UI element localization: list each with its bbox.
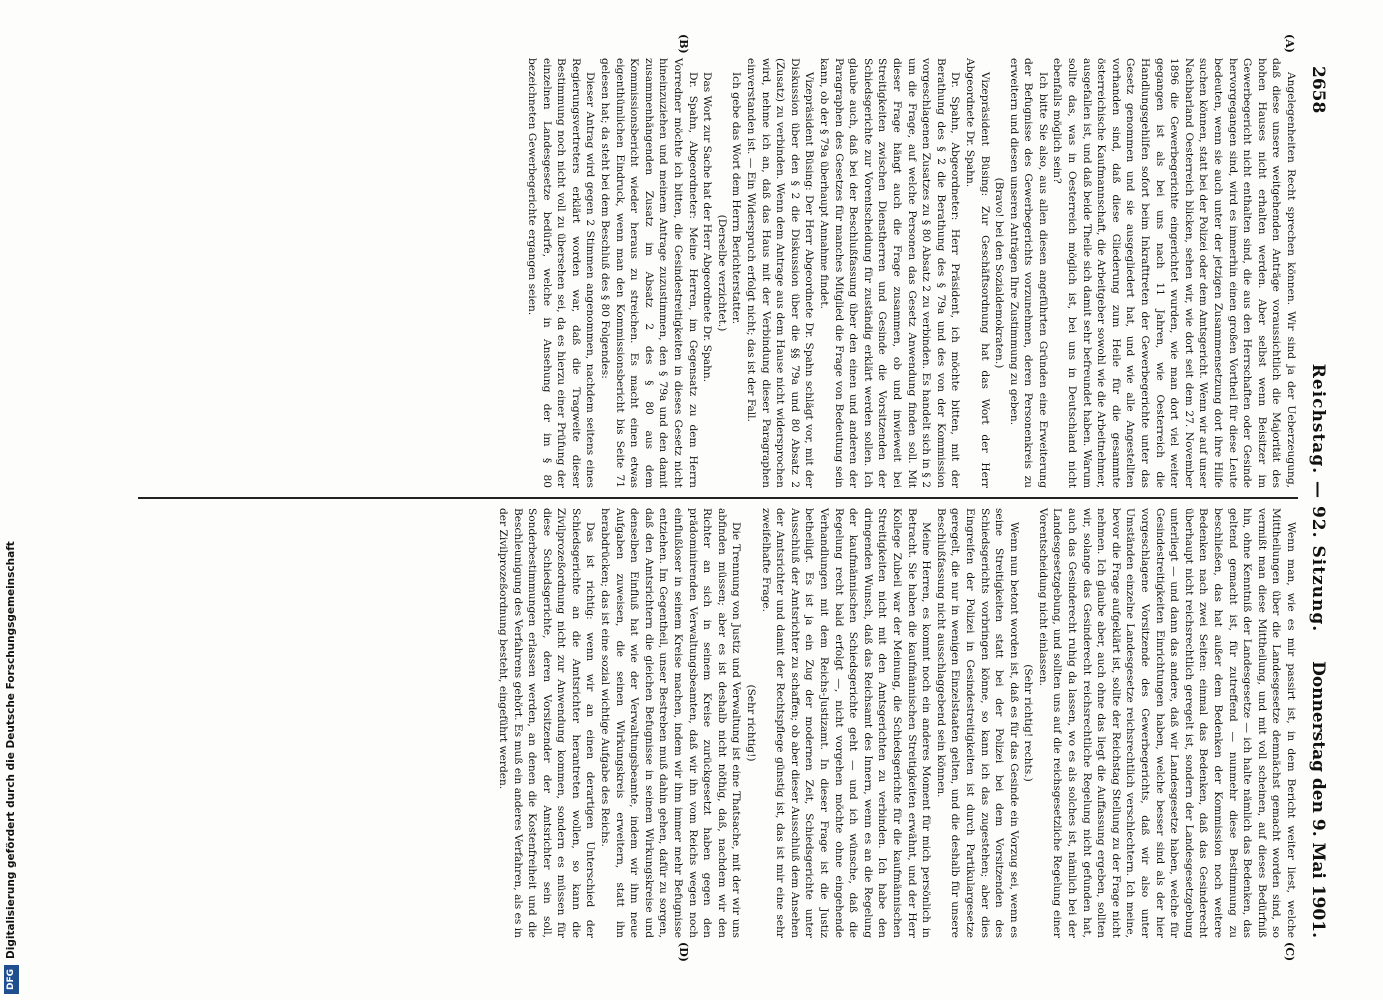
left-column — [138, 58, 1298, 488]
margin-mark-c: (C) — [1283, 942, 1296, 962]
interjection: (Derselbe verzichtet.) — [715, 214, 728, 332]
paragraph: Ich bitte Sie also, aus allen diesen angeführten Gründen eine Erweiterung der Befugnisse des Gewerbegerichts vorzunehmen, deren Personenkreis zu erweitern und diesen unseren Anträgen Ihre Zustimmung zu geben. — [1007, 58, 1049, 488]
page-number: 2658 — [1308, 66, 1328, 114]
paragraph: Dieser Antrag wird gegen 2 Stimmen angenommen, nachdem seitens eines Regierungsvertreters erklärt worden war, daß die Tragweite dieser Bestimmung noch nicht voll zu übersehen sei, da es hierzu einer Prüfung der einzelnen Landesgesetze bedürfe, welche in Ansehung der im § 80 bezeichneten Gewerbegerichte ergangen seien. — [526, 58, 597, 488]
paragraph: Das ist richtig: wenn wir an einen derartigen Unterschied der Schiedsgerichte an die Amtsrichter herantreten wollen, so kann die Zivilprozeßordnung nicht zur Anwendung kommen, sondern es müssen für diese Schiedsgerichte, deren Vorsitzender der Amtsrichter sein soll, Sonderbestimmungen erlassen werden, an denen die Kostenfreiheit und die Beschleunigung des Verfahrens gehört. Es muß ein anderes Verfahren, als es in der Zivilprozeßordnung besteht, eingeführt werden. — [496, 508, 597, 938]
paragraph: Ich gebe das Wort dem Herrn Berichterstatter. — [730, 72, 743, 325]
column-divider — [138, 497, 1298, 499]
margin-mark-b: (B) — [677, 34, 690, 54]
header-date: Donnerstag den 9. Mai 1901. — [1308, 661, 1328, 938]
right-column — [138, 508, 1298, 938]
running-header — [1302, 58, 1330, 938]
interjection: (Sehr richtig! rechts.) — [1022, 664, 1035, 782]
digitization-credit — [2, 4, 20, 994]
interjection: (Bravo! bei den Sozialdemokraten.) — [993, 177, 1006, 369]
paragraph: Die Trennung von Justiz und Verwaltung ist eine Thatsache, mit der wir uns abfinden müssen; aber es ist deshalb nicht nöthig, daß, nachdem wir den Richter an sich in seinem Kreise zurückgesetzt haben gegen den prädominirenden Verwaltungsbeamten, daß wir ihn vom Reichs wegen noch einflußloser in seinem Kreise machen, indem wir ihm immer mehr Befugnisse entziehen. Im Gegentheil, unser Bestreben muß dahin gehen, dafür zu sorgen, daß den Amtsrichtern die gleichen Befugnisse in seinem Wirkungskreise und denselben Einfluß hat wie der Verwaltungsbeamte, indem wir ihm neue Aufgaben zuweisen, die seinen Wirkungskreis erweitern, statt ihn herabdrücken; das ist eine sozial wichtige Aufgabe des Reichs. — [599, 508, 743, 938]
paragraph: Wenn nun betont worden ist, daß es für das Gesinde ein Vorzug sei, wenn es seine Streitigkeiten statt bei der Polizei bei dem Vorsitzenden des Schiedsgerichts vorbringen könne, so kann ich das zugestehen; aber dies Eingreifen der Polizei in Gesindestreitigkeiten ist durch Partikulargesetze geregelt, die nur in wenigen Einzelstaaten gelten, und die deshalb für unsere Beschlußfassung nicht ausschlaggebend sein können. — [934, 508, 1020, 938]
paragraph: Vizepräsident Büsing: Der Herr Abgeordnete Dr. Spahn schlägt vor, mit der Diskussion über den § 2 die Diskussion über die §§ 79a und 80 Absatz 2 (Zusatz) zu verbinden. Wenn dem Antrage aus dem Hause nicht widersprochen wird, nehme ich an, daß das Haus mit der Verbindung dieser Paragraphen einverstanden ist. — Ein Widerspruch erfolgt nicht; das ist der Fall. — [745, 58, 816, 488]
dfg-logo: DFG — [4, 965, 19, 994]
margin-mark-a: (A) — [1283, 34, 1296, 53]
paragraph: Dr. Spahn, Abgeordneter: Meine Herren, im Gegensatz zu dem Herrn Vorredner möchte ich bitten, die Gesindestreitigkeiten in dieses Gesetz nicht hineinzuziehen und meinem Antrage zuzustimmen, den § 79a und den damit zusammenhängenden Zusatz im Absatz 2 des § 80 aus dem Kommissionsbericht wieder heraus zu streichen. Es macht einen etwas eigenthümlichen Eindruck, wenn man den Kommissionsbericht bis Seite 71 gelesen hat; da steht bei dem Beschluß des § 80 Folgendes: — [599, 58, 699, 488]
interjection: (Sehr richtig!) — [745, 684, 758, 762]
paragraph: Vizepräsident Büsing: Zur Geschäftsordnung hat das Wort der Herr Abgeordnete Dr. Spahn. — [963, 58, 991, 488]
margin-mark-d: (D) — [677, 942, 690, 962]
paragraph: Dr. Spahn, Abgeordneter: Herr Präsident, ich möchte bitten, mit der Berathung des § 2 die Berathung des § 79a und des von der Kommission vorgeschlagenen Zusatzes zu § 80 Absatz 2 zu verbinden. Es handelt sich in § 2 um die Frage, auf welche Personen das Gesetz Anwendung finden soll. Mit dieser Frage hängt auch die Frage zusammen, ob und inwieweit bei Streitigkeiten zwischen Dienstherren und Gesinde die Vorsitzenden der Schiedsgerichte zur Vorentscheidung für zuständig erklärt werden sollen. Ich glaube auch, daß bei der Beschlußfassung über den einen und anderen der Paragraphen des Gesetzes für manches Mitglied die Frage von Bedeutung sein kann, ob der § 79a überhaupt Annahme findet. — [818, 58, 962, 488]
credit-text: Digitalisierung gefördert durch die Deutsche Forschungsgemeinschaft — [5, 541, 17, 959]
paragraph: Meine Herren, es kommt noch ein anderes Moment für mich persönlich in Betracht. Sie haben die kaufmännischen Streitigkeiten erwähnt, und der Herr Kollege Zubeil war der Meinung, die Schiedsgerichte für die kaufmännischen Streitigkeiten nicht mit den Amtsgerichten zu verbinden. Ich habe den dringenden Wunsch, daß das Reichsamt des Innern, wenn es an die Regelung der kaufmännischen Schiedsgerichte geht — und ich wünsche, daß die Regelung recht bald erfolgt —, nicht vorgehen möchte ohne eingehende Verhandlungen mit dem Reichs-Justizamt. In dieser Frage ist die Justiz betheiligt. Es ist ja ein Zug der modernen Zeit, Schiedsgerichte unter Ausschluß der Amtsrichter zu schaffen; ob aber dieser Ausschluß dem Ansehen der Amtsrichter und damit der Rechtspflege günstig ist, das ist mir eine sehr zweifelhafte Frage. — [759, 508, 933, 938]
paragraph: Das Wort zur Sache hat der Herr Abgeordnete Dr. Spahn. — [701, 72, 714, 383]
page-content — [80, 34, 1330, 962]
paragraph: Angelegenheiten Recht sprechen können. Wir sind ja der Ueberzeugung, daß diese unsere weitgehenden Anträge voraussichtlich die Majorität des hohen Hauses nicht erhalten werden. Aber selbst wenn Beisitzer im Gewerbegericht nicht enthalten sind, die aus den Herrschaften oder Gesinde hervorgegangen sind, wird es immerhin einen großen Vortheil für diese Leute bedeuten, wenn sie auch unter der jetzigen Zusammensetzung dort ihre Hilfe suchen können, statt bei der Polizei oder dem Amtsgericht. Wenn wir auf unser Nachbarland Oesterreich blicken, sehen wir, wie dort seit dem 27. November 1896 die Gewerbegerichte eingerichtet wurden, wie man dort viel weiter gegangen ist als bei uns nach 11 Jahren, wie Oesterreich die Handlungsgehilfen sofort beim Inkrafttreten der Gewerbegerichte unter das Gesetz genommen und sie ausgegliedert hat, und wie alle Angestellten vorhanden sind, daß diese Gliederung zum Heile für die gesammte österreichische Kaufmannschaft, die Arbeitgeber sowohl wie die Arbeitnehmer, ausgefallen ist, und daß beide Theile sich damit sehr befreundet haben. Warum sollte das, was in Oesterreich möglich ist, bei uns in Deutschland nicht ebenfalls möglich sein? — [1051, 58, 1297, 488]
paragraph: Wenn man, wie es mir passirt ist, in dem Bericht weiter liest, welche Mittheilungen über die Landesgesetze demnächst gemacht worden sind, so vermißt man diese Mittheilung, und mit voll scheinen, auf dieses Bedürfniß hin, ohne Kenntniß der Landesgesetze — ich halte nämlich das Bedenken, das geltend gemacht ist, für zutreffend — nunmehr diese Bestimmung zu beschließen, das hat außer dem Bedenken der Kommission noch weitere Bedenken nach zwei Seiten: einmal das Bedenken, daß das Gesinderecht überhaupt nicht reichsrechtlich geregelt ist, sondern der Landesgesetzgebung unterliegt — und dann das andere, daß wir Landesgesetze haben, welche für Gesindestreitigkeiten Einrichtungen haben, welche besser sind als der hier vorgeschlagene Vorsitzende des Gewerbegerichts, daß wir also unter Umständen einzelne Landesgesetze reichsrechtlich verschlechtern. Ich meine, bevor die Frage aufgeklärt ist, sollte der Reichstag Stellung zu der Frage nicht nehmen. Ich glaube aber, auch ohne das liegt die Auffassung ergeben, sollten wir, solange das Gesinderecht reichsrechtliche Regelung nicht gefunden hat, auch das Gesinderecht ruhig da lassen, wo es als solches ist, nämlich bei der Landesgesetzgebung, und sollten uns auf die reichsgesetzliche Regelung einer Vorentscheidung nicht einlassen. — [1036, 508, 1297, 938]
header-title: Reichstag. — 92. Sitzung. — [1308, 363, 1328, 633]
